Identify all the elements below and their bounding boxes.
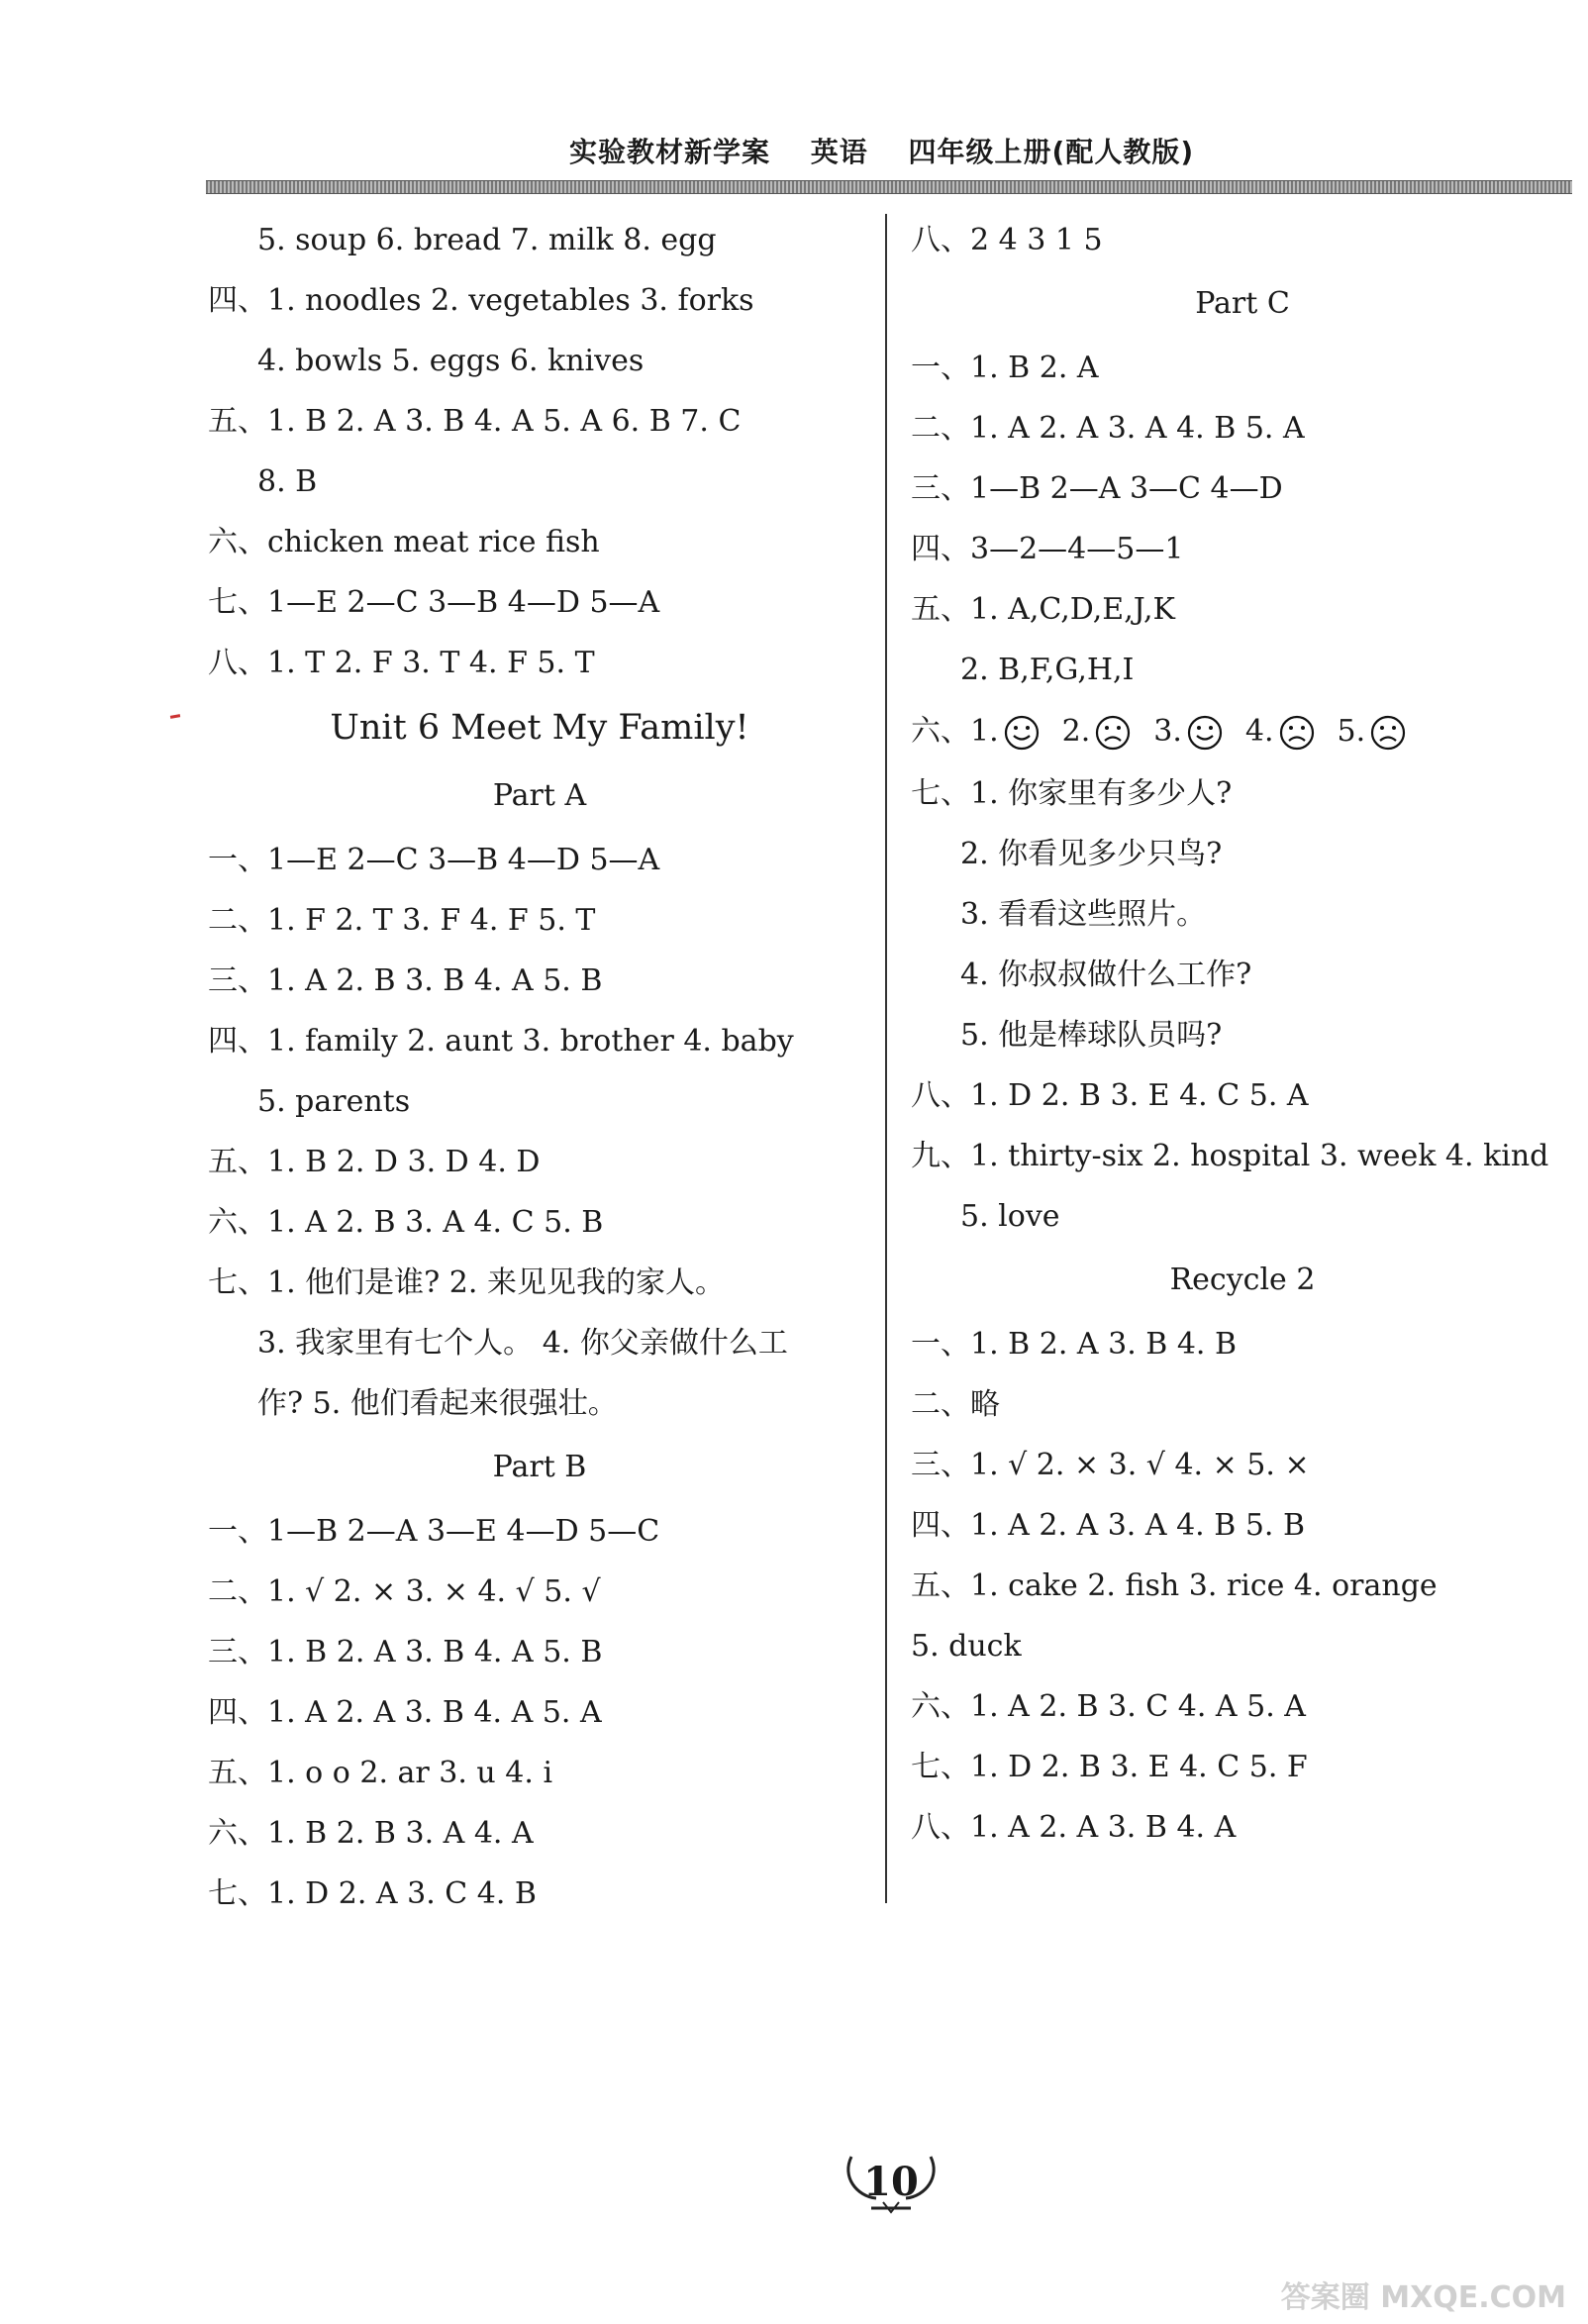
answer-line: 四、1. A 2. A 3. B 4. A 5. A bbox=[208, 1695, 602, 1730]
column-divider bbox=[885, 214, 887, 1903]
answer-line: 二、1. F 2. T 3. F 4. F 5. T bbox=[208, 903, 596, 938]
section-heading: Part A bbox=[492, 778, 587, 813]
answer-line: 八、1. A 2. A 3. B 4. A bbox=[911, 1810, 1237, 1845]
answer-line: 五、1. o o 2. ar 3. u 4. i bbox=[208, 1756, 553, 1790]
sad-face-icon bbox=[1090, 714, 1132, 749]
section-heading: Unit 6 Meet My Family! bbox=[330, 708, 749, 748]
answer-line: 2. B,F,G,H,I bbox=[960, 653, 1135, 687]
answer-line: 六、1. A 2. B 3. A 4. C 5. B bbox=[208, 1205, 604, 1240]
answer-line: 七、1. 他们是谁? 2. 来见见我的家人。 bbox=[208, 1265, 725, 1300]
answer-line: 一、1. B 2. A 3. B 4. B bbox=[911, 1327, 1238, 1362]
answer-line: 三、1. √ 2. × 3. √ 4. × 5. × bbox=[911, 1448, 1310, 1482]
answer-line: 四、1. noodles 2. vegetables 3. forks bbox=[208, 283, 754, 318]
subject-label: 英语 bbox=[810, 136, 868, 168]
answer-line: 五、1. A,C,D,E,J,K bbox=[911, 592, 1175, 627]
answer-line: 一、1—B 2—A 3—E 4—D 5—C bbox=[208, 1514, 660, 1549]
sad-face-icon bbox=[1365, 714, 1407, 749]
red-pen-mark bbox=[170, 714, 180, 719]
answer-line: 四、1. family 2. aunt 3. brother 4. baby bbox=[208, 1024, 794, 1059]
answer-line: 作? 5. 他们看起来很强壮。 bbox=[257, 1386, 618, 1421]
answer-line: 一、1. B 2. A bbox=[911, 351, 1099, 385]
answer-line: 六、chicken meat rice fish bbox=[208, 525, 600, 559]
answer-line: 七、1. D 2. B 3. E 4. C 5. F bbox=[911, 1750, 1308, 1784]
answer-line: 3. 看看这些照片。 bbox=[960, 897, 1207, 932]
answer-line: 五、1. B 2. A 3. B 4. A 5. A 6. B 7. C bbox=[208, 404, 742, 439]
answer-line: 四、3—2—4—5—1 bbox=[911, 532, 1184, 566]
answer-line: 2. 你看见多少只鸟? bbox=[960, 837, 1223, 871]
answer-line: 九、1. thirty-six 2. hospital 3. week 4. kind bbox=[911, 1139, 1549, 1173]
answer-line: 8. B bbox=[257, 464, 318, 499]
answer-line: 五、1. B 2. D 3. D 4. D bbox=[208, 1145, 541, 1179]
right-column bbox=[911, 210, 1574, 1858]
book-title: 实验教材新学案 bbox=[569, 136, 771, 168]
answer-line: 4. bowls 5. eggs 6. knives bbox=[257, 344, 645, 378]
left-column bbox=[208, 210, 871, 1924]
answer-line: 三、1—B 2—A 3—C 4—D bbox=[911, 471, 1283, 506]
answer-line: 二、略 bbox=[911, 1387, 1000, 1422]
answer-line: 5. duck bbox=[911, 1629, 1022, 1664]
answer-line: 一、1—E 2—C 3—B 4—D 5—A bbox=[208, 843, 660, 877]
answer-line: 4. 你叔叔做什么工作? bbox=[960, 958, 1252, 992]
grade-label: 四年级上册(配人教版) bbox=[908, 136, 1195, 168]
face-answer bbox=[1062, 700, 1133, 763]
answer-line: 三、1. B 2. A 3. B 4. A 5. B bbox=[208, 1635, 603, 1669]
answer-line: 二、1. √ 2. × 3. × 4. √ 5. √ bbox=[208, 1574, 601, 1609]
answer-line: 七、1—E 2—C 3—B 4—D 5—A bbox=[208, 585, 660, 620]
face-answer bbox=[1153, 700, 1224, 763]
answer-line: 3. 我家里有七个人。 4. 你父亲做什么工 bbox=[257, 1326, 788, 1361]
page-header bbox=[569, 131, 1262, 170]
face-number: 1. bbox=[970, 714, 999, 749]
answer-line: 三、1. A 2. B 3. B 4. A 5. B bbox=[208, 963, 603, 998]
watermark: 答案圈 MXQE.COM bbox=[1280, 2280, 1566, 2315]
answer-line: 5. love bbox=[960, 1199, 1060, 1234]
answer-line: 七、1. 你家里有多少人? bbox=[911, 776, 1233, 811]
header-rule bbox=[206, 180, 1572, 194]
face-answer bbox=[1245, 700, 1316, 763]
faces-prefix: 六、 bbox=[911, 714, 970, 749]
answer-line: 二、1. A 2. A 3. A 4. B 5. A bbox=[911, 411, 1305, 446]
sad-face-icon bbox=[1274, 714, 1316, 749]
answer-line: 七、1. D 2. A 3. C 4. B bbox=[208, 1876, 537, 1911]
answer-line: 五、1. cake 2. fish 3. rice 4. orange bbox=[911, 1568, 1438, 1603]
answer-line: 5. parents bbox=[257, 1084, 411, 1119]
answer-line: 八、1. T 2. F 3. T 4. F 5. T bbox=[208, 646, 595, 680]
page-number-badge bbox=[832, 2137, 950, 2216]
answer-line: 六、1. B 2. B 3. A 4. A bbox=[208, 1816, 534, 1851]
section-heading: Part B bbox=[492, 1450, 587, 1484]
face-answer bbox=[970, 700, 1041, 763]
smiley-face-icon bbox=[1182, 714, 1224, 749]
answer-line: 5. soup 6. bread 7. milk 8. egg bbox=[257, 223, 717, 257]
face-answer bbox=[1338, 700, 1408, 763]
answer-line: 5. 他是棒球队员吗? bbox=[960, 1018, 1223, 1053]
face-number: 2. bbox=[1061, 714, 1091, 749]
face-number: 3. bbox=[1153, 714, 1182, 749]
answer-line: 八、2 4 3 1 5 bbox=[911, 223, 1103, 257]
face-number: 4. bbox=[1244, 714, 1274, 749]
section-heading: Recycle 2 bbox=[1169, 1263, 1316, 1297]
face-number: 5. bbox=[1337, 714, 1366, 749]
faces-answer-row bbox=[911, 700, 1574, 763]
answer-line: 八、1. D 2. B 3. E 4. C 5. A bbox=[911, 1078, 1309, 1113]
page-number: 10 bbox=[863, 2159, 919, 2205]
smiley-face-icon bbox=[999, 714, 1041, 749]
answer-line: 六、1. A 2. B 3. C 4. A 5. A bbox=[911, 1689, 1306, 1724]
answer-line: 四、1. A 2. A 3. A 4. B 5. B bbox=[911, 1508, 1306, 1543]
section-heading: Part C bbox=[1195, 286, 1290, 321]
